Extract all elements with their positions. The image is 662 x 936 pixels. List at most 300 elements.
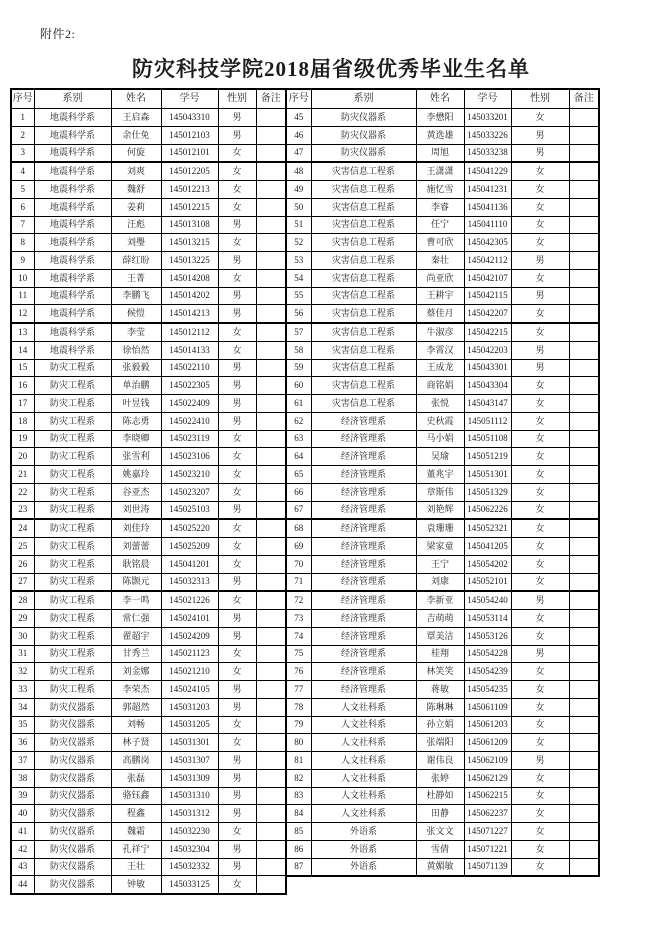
cell-serial: 69 bbox=[286, 538, 311, 556]
column-header: 备注 bbox=[256, 89, 286, 109]
table-row bbox=[286, 610, 599, 628]
cell-department: 灾害信息工程系 bbox=[311, 181, 416, 199]
table-row bbox=[11, 555, 286, 573]
cell-serial: 23 bbox=[11, 501, 34, 519]
cell-department: 经济管理系 bbox=[311, 645, 416, 663]
cell-serial: 86 bbox=[286, 840, 311, 858]
cell-gender: 男 bbox=[218, 305, 256, 323]
cell-gender: 男 bbox=[218, 858, 256, 876]
cell-student-id: 145021123 bbox=[161, 645, 218, 663]
cell-note bbox=[256, 858, 286, 876]
cell-student-id: 145014133 bbox=[161, 341, 218, 359]
cell-name: 孔祥宁 bbox=[111, 840, 161, 858]
cell-note bbox=[569, 805, 599, 823]
cell-note bbox=[569, 610, 599, 628]
cell-note bbox=[569, 698, 599, 716]
cell-name: 林笑笑 bbox=[416, 663, 464, 681]
table-row bbox=[286, 555, 599, 573]
cell-department: 人文社科系 bbox=[311, 734, 416, 752]
cell-serial: 71 bbox=[286, 573, 311, 591]
cell-gender: 女 bbox=[511, 716, 569, 734]
table-row bbox=[286, 805, 599, 823]
table-row bbox=[286, 341, 599, 359]
cell-note bbox=[256, 734, 286, 752]
cell-serial: 66 bbox=[286, 483, 311, 501]
cell-student-id: 145031310 bbox=[161, 787, 218, 805]
cell-gender: 女 bbox=[218, 448, 256, 466]
cell-note bbox=[569, 645, 599, 663]
cell-student-id: 145021210 bbox=[161, 663, 218, 681]
cell-department: 经济管理系 bbox=[311, 483, 416, 501]
cell-gender: 女 bbox=[511, 805, 569, 823]
cell-name: 覃美洁 bbox=[416, 627, 464, 645]
cell-name: 薛红盼 bbox=[111, 252, 161, 270]
cell-name: 王壮 bbox=[111, 858, 161, 876]
cell-student-id: 145042112 bbox=[464, 252, 511, 270]
cell-gender: 女 bbox=[511, 555, 569, 573]
table-row bbox=[11, 858, 286, 876]
cell-department: 防灾仪器系 bbox=[311, 126, 416, 144]
cell-note bbox=[569, 216, 599, 234]
cell-name: 翟超宇 bbox=[111, 627, 161, 645]
cell-note bbox=[569, 448, 599, 466]
cell-gender: 男 bbox=[218, 359, 256, 377]
cell-gender: 女 bbox=[511, 430, 569, 448]
cell-name: 刘蕾蕾 bbox=[111, 538, 161, 556]
cell-department: 防灾工程系 bbox=[34, 412, 111, 430]
cell-student-id: 145024101 bbox=[161, 610, 218, 628]
cell-department: 人文社科系 bbox=[311, 805, 416, 823]
cell-serial: 87 bbox=[286, 858, 311, 876]
cell-department: 防灾工程系 bbox=[34, 501, 111, 519]
cell-note bbox=[256, 840, 286, 858]
cell-note bbox=[256, 269, 286, 287]
cell-gender: 女 bbox=[511, 840, 569, 858]
cell-student-id: 145053114 bbox=[464, 610, 511, 628]
cell-student-id: 145022110 bbox=[161, 359, 218, 377]
cell-serial: 16 bbox=[11, 377, 34, 395]
cell-student-id: 145025209 bbox=[161, 538, 218, 556]
cell-name: 何旋 bbox=[111, 144, 161, 162]
cell-gender: 男 bbox=[511, 591, 569, 609]
cell-note bbox=[256, 698, 286, 716]
cell-student-id: 145052101 bbox=[464, 573, 511, 591]
cell-student-id: 145071139 bbox=[464, 858, 511, 876]
cell-name: 袁珊珊 bbox=[416, 519, 464, 537]
cell-serial: 47 bbox=[286, 144, 311, 162]
cell-department: 人文社科系 bbox=[311, 752, 416, 770]
cell-gender: 男 bbox=[218, 752, 256, 770]
cell-student-id: 145043147 bbox=[464, 395, 511, 413]
cell-name: 姚嘉玲 bbox=[111, 466, 161, 484]
cell-note bbox=[256, 126, 286, 144]
cell-note bbox=[569, 252, 599, 270]
cell-student-id: 145071221 bbox=[464, 840, 511, 858]
cell-department: 防灾仪器系 bbox=[34, 823, 111, 841]
table-row bbox=[11, 787, 286, 805]
cell-department: 防灾仪器系 bbox=[34, 876, 111, 894]
cell-gender: 男 bbox=[511, 645, 569, 663]
cell-gender: 女 bbox=[218, 341, 256, 359]
table-row bbox=[11, 681, 286, 699]
cell-department: 经济管理系 bbox=[311, 555, 416, 573]
cell-note bbox=[256, 627, 286, 645]
cell-gender: 女 bbox=[218, 538, 256, 556]
cell-department: 地震科学系 bbox=[34, 162, 111, 180]
cell-gender: 女 bbox=[511, 269, 569, 287]
cell-name: 吴瑜 bbox=[416, 448, 464, 466]
cell-gender: 女 bbox=[218, 181, 256, 199]
table-row bbox=[286, 573, 599, 591]
cell-student-id: 145062109 bbox=[464, 752, 511, 770]
cell-student-id: 145052321 bbox=[464, 519, 511, 537]
cell-student-id: 145013225 bbox=[161, 252, 218, 270]
cell-serial: 20 bbox=[11, 448, 34, 466]
cell-department: 灾害信息工程系 bbox=[311, 252, 416, 270]
cell-department: 地震科学系 bbox=[34, 234, 111, 252]
cell-serial: 43 bbox=[11, 858, 34, 876]
cell-student-id: 145033125 bbox=[161, 876, 218, 894]
cell-note bbox=[569, 716, 599, 734]
cell-gender: 男 bbox=[511, 126, 569, 144]
table-row bbox=[286, 377, 599, 395]
cell-name: 刘璺 bbox=[111, 234, 161, 252]
cell-note bbox=[256, 252, 286, 270]
table-row bbox=[11, 198, 286, 216]
table-header-row bbox=[286, 89, 599, 109]
cell-serial: 26 bbox=[11, 555, 34, 573]
cell-department: 地震科学系 bbox=[34, 126, 111, 144]
cell-student-id: 145051301 bbox=[464, 466, 511, 484]
cell-serial: 48 bbox=[286, 162, 311, 180]
cell-department: 经济管理系 bbox=[311, 430, 416, 448]
cell-name: 候愷 bbox=[111, 305, 161, 323]
cell-student-id: 145061209 bbox=[464, 734, 511, 752]
cell-note bbox=[256, 216, 286, 234]
cell-student-id: 145054202 bbox=[464, 555, 511, 573]
cell-name: 桂翔 bbox=[416, 645, 464, 663]
cell-serial: 2 bbox=[11, 126, 34, 144]
cell-note bbox=[569, 109, 599, 127]
table-row bbox=[11, 287, 286, 305]
column-header: 性别 bbox=[218, 89, 256, 109]
cell-department: 防灾工程系 bbox=[34, 555, 111, 573]
cell-gender: 男 bbox=[218, 698, 256, 716]
cell-serial: 38 bbox=[11, 769, 34, 787]
cell-note bbox=[256, 466, 286, 484]
cell-note bbox=[256, 519, 286, 537]
cell-gender: 女 bbox=[511, 181, 569, 199]
cell-name: 常仁强 bbox=[111, 610, 161, 628]
cell-note bbox=[569, 341, 599, 359]
cell-gender: 男 bbox=[218, 610, 256, 628]
cell-student-id: 145054235 bbox=[464, 681, 511, 699]
table-row bbox=[286, 787, 599, 805]
cell-gender: 女 bbox=[511, 681, 569, 699]
table-row bbox=[11, 610, 286, 628]
cell-name: 刘艳辉 bbox=[416, 501, 464, 519]
cell-gender: 男 bbox=[218, 126, 256, 144]
cell-gender: 女 bbox=[511, 787, 569, 805]
graduates-table-right bbox=[285, 88, 600, 877]
cell-name: 谷亚杰 bbox=[111, 483, 161, 501]
cell-student-id: 145042203 bbox=[464, 341, 511, 359]
cell-department: 防灾工程系 bbox=[34, 573, 111, 591]
cell-student-id: 145031205 bbox=[161, 716, 218, 734]
cell-name: 雪倩 bbox=[416, 840, 464, 858]
cell-note bbox=[569, 538, 599, 556]
cell-gender: 女 bbox=[511, 216, 569, 234]
cell-gender: 男 bbox=[218, 769, 256, 787]
table-row bbox=[11, 305, 286, 323]
cell-department: 地震科学系 bbox=[34, 252, 111, 270]
table-row bbox=[286, 287, 599, 305]
cell-note bbox=[569, 466, 599, 484]
cell-department: 地震科学系 bbox=[34, 269, 111, 287]
cell-serial: 74 bbox=[286, 627, 311, 645]
cell-gender: 男 bbox=[218, 395, 256, 413]
cell-name: 魏舒 bbox=[111, 181, 161, 199]
cell-student-id: 145062226 bbox=[464, 501, 511, 519]
cell-department: 人文社科系 bbox=[311, 716, 416, 734]
cell-serial: 12 bbox=[11, 305, 34, 323]
cell-gender: 男 bbox=[511, 287, 569, 305]
cell-gender: 女 bbox=[511, 519, 569, 537]
cell-department: 灾害信息工程系 bbox=[311, 377, 416, 395]
table-row bbox=[286, 538, 599, 556]
cell-note bbox=[256, 430, 286, 448]
table-row bbox=[286, 716, 599, 734]
cell-name: 张悦 bbox=[416, 395, 464, 413]
cell-serial: 60 bbox=[286, 377, 311, 395]
cell-serial: 1 bbox=[11, 109, 34, 127]
cell-name: 李霄汉 bbox=[416, 341, 464, 359]
table-row bbox=[286, 395, 599, 413]
cell-name: 章斯伟 bbox=[416, 483, 464, 501]
cell-note bbox=[569, 769, 599, 787]
cell-student-id: 145041229 bbox=[464, 162, 511, 180]
table-row bbox=[11, 716, 286, 734]
cell-name: 孙立娟 bbox=[416, 716, 464, 734]
cell-gender: 男 bbox=[218, 627, 256, 645]
cell-serial: 19 bbox=[11, 430, 34, 448]
cell-name: 甘秀兰 bbox=[111, 645, 161, 663]
cell-name: 刘金娜 bbox=[111, 663, 161, 681]
cell-name: 杜静如 bbox=[416, 787, 464, 805]
column-header: 姓名 bbox=[416, 89, 464, 109]
cell-student-id: 145031203 bbox=[161, 698, 218, 716]
cell-note bbox=[256, 823, 286, 841]
cell-student-id: 145041205 bbox=[464, 538, 511, 556]
cell-name: 牛淑彦 bbox=[416, 323, 464, 341]
cell-department: 灾害信息工程系 bbox=[311, 395, 416, 413]
cell-serial: 29 bbox=[11, 610, 34, 628]
cell-serial: 21 bbox=[11, 466, 34, 484]
cell-department: 防灾工程系 bbox=[34, 591, 111, 609]
cell-name: 林子贤 bbox=[111, 734, 161, 752]
cell-name: 田静 bbox=[416, 805, 464, 823]
cell-student-id: 145013215 bbox=[161, 234, 218, 252]
cell-student-id: 145012101 bbox=[161, 144, 218, 162]
cell-note bbox=[256, 538, 286, 556]
table-row bbox=[11, 109, 286, 127]
table-row bbox=[11, 181, 286, 199]
cell-note bbox=[569, 126, 599, 144]
table-row bbox=[11, 823, 286, 841]
cell-gender: 女 bbox=[511, 234, 569, 252]
cell-note bbox=[569, 840, 599, 858]
cell-student-id: 145032230 bbox=[161, 823, 218, 841]
cell-student-id: 145033238 bbox=[464, 144, 511, 162]
cell-gender: 女 bbox=[511, 627, 569, 645]
cell-note bbox=[569, 573, 599, 591]
table-row bbox=[286, 234, 599, 252]
cell-gender: 女 bbox=[218, 198, 256, 216]
cell-serial: 37 bbox=[11, 752, 34, 770]
cell-note bbox=[256, 663, 286, 681]
cell-serial: 15 bbox=[11, 359, 34, 377]
cell-name: 魏霜 bbox=[111, 823, 161, 841]
cell-student-id: 145012215 bbox=[161, 198, 218, 216]
cell-department: 防灾仪器系 bbox=[34, 752, 111, 770]
cell-student-id: 145041231 bbox=[464, 181, 511, 199]
cell-serial: 41 bbox=[11, 823, 34, 841]
cell-name: 张雪利 bbox=[111, 448, 161, 466]
cell-note bbox=[256, 377, 286, 395]
cell-serial: 61 bbox=[286, 395, 311, 413]
cell-gender: 女 bbox=[511, 858, 569, 876]
column-header: 备注 bbox=[569, 89, 599, 109]
cell-serial: 55 bbox=[286, 287, 311, 305]
cell-serial: 67 bbox=[286, 501, 311, 519]
attachment-label: 附件2: bbox=[40, 27, 76, 41]
cell-department: 防灾工程系 bbox=[34, 466, 111, 484]
cell-serial: 72 bbox=[286, 591, 311, 609]
cell-gender: 女 bbox=[511, 448, 569, 466]
cell-gender: 男 bbox=[218, 840, 256, 858]
table-row bbox=[286, 162, 599, 180]
cell-student-id: 145033201 bbox=[464, 109, 511, 127]
cell-gender: 男 bbox=[218, 216, 256, 234]
cell-serial: 76 bbox=[286, 663, 311, 681]
table-row bbox=[11, 430, 286, 448]
cell-note bbox=[256, 681, 286, 699]
cell-serial: 62 bbox=[286, 412, 311, 430]
column-header: 姓名 bbox=[111, 89, 161, 109]
cell-student-id: 145042115 bbox=[464, 287, 511, 305]
table-row bbox=[286, 769, 599, 787]
cell-department: 防灾工程系 bbox=[34, 538, 111, 556]
cell-department: 防灾工程系 bbox=[34, 663, 111, 681]
cell-gender: 女 bbox=[511, 823, 569, 841]
cell-department: 地震科学系 bbox=[34, 216, 111, 234]
cell-name: 叶昱钱 bbox=[111, 395, 161, 413]
table-row bbox=[286, 109, 599, 127]
cell-gender: 女 bbox=[218, 430, 256, 448]
cell-student-id: 145023210 bbox=[161, 466, 218, 484]
cell-student-id: 145013108 bbox=[161, 216, 218, 234]
cell-department: 防灾工程系 bbox=[34, 359, 111, 377]
table-row bbox=[286, 858, 599, 876]
cell-student-id: 145042107 bbox=[464, 269, 511, 287]
table-row bbox=[11, 591, 286, 609]
cell-note bbox=[256, 555, 286, 573]
cell-department: 地震科学系 bbox=[34, 287, 111, 305]
cell-gender: 女 bbox=[218, 144, 256, 162]
cell-student-id: 145014202 bbox=[161, 287, 218, 305]
cell-note bbox=[569, 144, 599, 162]
cell-student-id: 145054228 bbox=[464, 645, 511, 663]
cell-gender: 女 bbox=[511, 483, 569, 501]
cell-department: 经济管理系 bbox=[311, 663, 416, 681]
cell-name: 钟敏 bbox=[111, 876, 161, 894]
cell-department: 灾害信息工程系 bbox=[311, 234, 416, 252]
cell-student-id: 145012213 bbox=[161, 181, 218, 199]
table-row bbox=[11, 698, 286, 716]
cell-serial: 8 bbox=[11, 234, 34, 252]
cell-name: 郭超然 bbox=[111, 698, 161, 716]
cell-gender: 男 bbox=[218, 412, 256, 430]
cell-note bbox=[569, 234, 599, 252]
cell-student-id: 145014208 bbox=[161, 269, 218, 287]
cell-student-id: 145054240 bbox=[464, 591, 511, 609]
cell-gender: 女 bbox=[511, 198, 569, 216]
cell-department: 人文社科系 bbox=[311, 698, 416, 716]
cell-department: 防灾工程系 bbox=[34, 519, 111, 537]
cell-note bbox=[256, 305, 286, 323]
table-header-row bbox=[11, 89, 286, 109]
cell-gender: 男 bbox=[511, 341, 569, 359]
cell-note bbox=[256, 198, 286, 216]
cell-student-id: 145061203 bbox=[464, 716, 511, 734]
cell-department: 地震科学系 bbox=[34, 341, 111, 359]
cell-serial: 58 bbox=[286, 341, 311, 359]
table-row bbox=[286, 430, 599, 448]
cell-student-id: 145054239 bbox=[464, 663, 511, 681]
cell-name: 张婷 bbox=[416, 769, 464, 787]
cell-gender: 女 bbox=[218, 823, 256, 841]
cell-serial: 42 bbox=[11, 840, 34, 858]
cell-note bbox=[569, 555, 599, 573]
cell-name: 秦壮 bbox=[416, 252, 464, 270]
cell-student-id: 145024209 bbox=[161, 627, 218, 645]
cell-note bbox=[256, 752, 286, 770]
cell-name: 余仕免 bbox=[111, 126, 161, 144]
cell-gender: 女 bbox=[218, 269, 256, 287]
cell-name: 周旭 bbox=[416, 144, 464, 162]
cell-name: 王耕宇 bbox=[416, 287, 464, 305]
table-row bbox=[286, 323, 599, 341]
cell-serial: 11 bbox=[11, 287, 34, 305]
cell-note bbox=[256, 181, 286, 199]
cell-gender: 女 bbox=[218, 716, 256, 734]
table-row bbox=[286, 359, 599, 377]
cell-department: 灾害信息工程系 bbox=[311, 341, 416, 359]
table-row bbox=[286, 181, 599, 199]
table-row bbox=[286, 681, 599, 699]
table-row bbox=[11, 573, 286, 591]
cell-name: 汪彪 bbox=[111, 216, 161, 234]
cell-department: 防灾工程系 bbox=[34, 395, 111, 413]
cell-department: 防灾工程系 bbox=[34, 645, 111, 663]
cell-name: 史秋霞 bbox=[416, 412, 464, 430]
table-row bbox=[286, 663, 599, 681]
cell-note bbox=[256, 591, 286, 609]
table-row bbox=[286, 501, 599, 519]
cell-note bbox=[256, 359, 286, 377]
cell-note bbox=[569, 501, 599, 519]
cell-note bbox=[256, 144, 286, 162]
